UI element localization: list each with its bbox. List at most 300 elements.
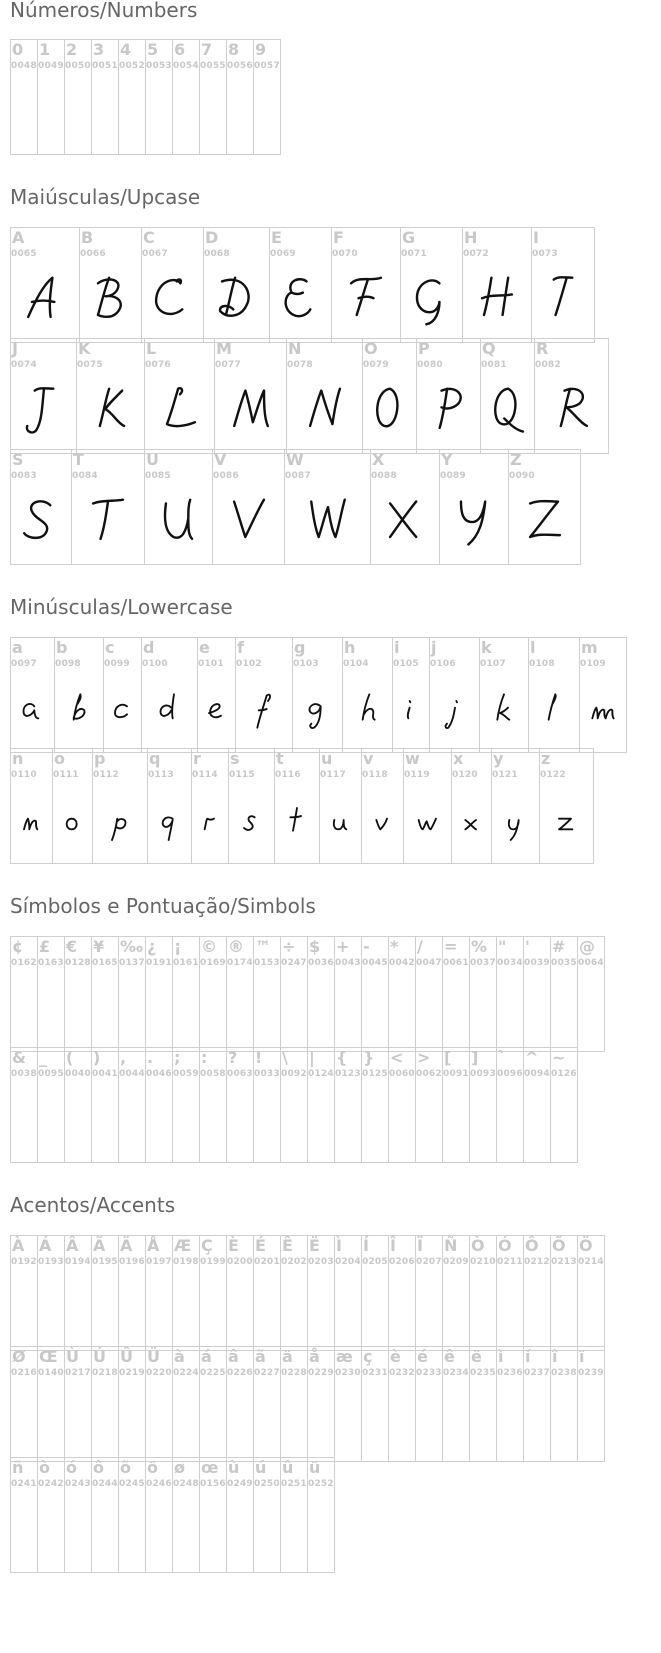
- glyph-char-label: í: [525, 1347, 531, 1366]
- glyph-char-label: Â: [66, 1236, 79, 1255]
- glyph-code-label: 0107: [480, 659, 506, 669]
- glyph-char-label: _: [39, 1048, 47, 1067]
- glyph-cell: [204, 227, 270, 343]
- glyph-char-label: ö: [147, 1458, 158, 1477]
- script-glyph-icon: [538, 691, 570, 731]
- glyph-cell: [65, 1457, 92, 1573]
- glyph-cell: [281, 936, 308, 1052]
- glyph-char-label: ©: [201, 937, 217, 956]
- glyph-code-label: 0068: [204, 249, 230, 259]
- glyph-char-label: N: [288, 339, 302, 358]
- glyph-preview: [55, 670, 103, 752]
- glyph-cell: [308, 1457, 335, 1573]
- glyph-code-label: 0040: [65, 1069, 91, 1079]
- glyph-cell: [65, 39, 92, 155]
- glyph-row: [10, 1346, 605, 1462]
- glyph-cell: [404, 748, 452, 864]
- glyph-char-label: ¢: [12, 937, 24, 956]
- glyph-char-label: %: [471, 937, 488, 956]
- glyph-code-label: 0074: [11, 360, 37, 370]
- glyph-preview: [480, 670, 528, 752]
- glyph-code-label: 0051: [92, 61, 118, 71]
- glyph-preview: [11, 260, 79, 342]
- glyph-code-label: 0071: [401, 249, 427, 259]
- glyph-preview: [11, 670, 54, 752]
- glyph-preview: [198, 670, 235, 752]
- glyph-cell: [524, 1235, 551, 1351]
- glyph-cell: [146, 936, 173, 1052]
- script-glyph-icon: [281, 802, 313, 842]
- script-glyph-icon: [57, 802, 89, 842]
- glyph-cell: [578, 1235, 605, 1351]
- glyph-code-label: 0197: [146, 1257, 172, 1267]
- glyph-char-label: À: [12, 1236, 25, 1255]
- glyph-char-label: V: [214, 450, 227, 469]
- glyph-cell: [119, 1047, 146, 1163]
- glyph-cell: [443, 1346, 470, 1462]
- glyph-preview: [404, 781, 451, 863]
- glyph-preview: [93, 781, 147, 863]
- glyph-cell: [38, 1346, 65, 1462]
- glyph-code-label: 0210: [470, 1257, 496, 1267]
- script-glyph-icon: [412, 802, 444, 842]
- glyph-code-label: 0115: [229, 770, 255, 780]
- script-glyph-icon: [201, 691, 233, 731]
- glyph-preview: [529, 670, 579, 752]
- script-glyph-icon: [278, 274, 324, 328]
- glyph-code-label: 0099: [104, 659, 130, 669]
- script-glyph-icon: [150, 274, 196, 328]
- glyph-char-label: Ç: [201, 1236, 213, 1255]
- glyph-code-label: 0227: [254, 1368, 280, 1378]
- glyph-char-label: 0: [12, 40, 24, 59]
- glyph-preview: [293, 670, 342, 752]
- glyph-code-label: 0105: [393, 659, 419, 669]
- glyph-cell: [535, 338, 609, 454]
- glyph-char-label: 4: [120, 40, 132, 59]
- glyph-char-label: !: [255, 1048, 263, 1067]
- glyph-code-label: 0077: [215, 360, 241, 370]
- glyph-char-label: ê: [444, 1347, 455, 1366]
- glyph-code-label: 0126: [551, 1069, 577, 1079]
- glyph-char-label: ™: [255, 937, 271, 956]
- script-glyph-icon: [540, 274, 586, 328]
- script-glyph-icon: [248, 691, 280, 731]
- script-glyph-icon: [236, 802, 268, 842]
- glyph-char-label: t: [276, 749, 284, 768]
- glyph-code-label: 0109: [580, 659, 606, 669]
- glyph-code-label: 0205: [362, 1257, 388, 1267]
- glyph-code-label: 0232: [389, 1368, 415, 1378]
- glyph-char-label: ø: [174, 1458, 185, 1477]
- glyph-code-label: 0202: [281, 1257, 307, 1267]
- glyph-cell: [254, 1346, 281, 1462]
- glyph-code-label: 0076: [145, 360, 171, 370]
- glyph-cell: [540, 748, 594, 864]
- glyph-code-label: 0114: [192, 770, 218, 780]
- glyph-char-label: ?: [228, 1048, 238, 1067]
- glyph-cell: [229, 748, 275, 864]
- glyph-code-label: 0048: [11, 61, 37, 71]
- script-glyph-icon: [485, 385, 531, 439]
- glyph-char-label: y: [493, 749, 504, 768]
- glyph-code-label: 0044: [119, 1069, 145, 1079]
- glyph-preview: [343, 670, 392, 752]
- glyph-char-label: 6: [174, 40, 186, 59]
- glyph-cell: [11, 1457, 38, 1573]
- glyph-cell: [335, 936, 362, 1052]
- glyph-cell: [332, 227, 401, 343]
- glyph-char-label: l: [530, 638, 536, 657]
- glyph-cell: [198, 637, 236, 753]
- glyph-char-label: J: [12, 339, 18, 358]
- glyph-code-label: 0245: [119, 1479, 145, 1489]
- glyph-code-label: 0124: [308, 1069, 334, 1079]
- glyph-code-label: 0229: [308, 1368, 334, 1378]
- glyph-preview: [320, 781, 361, 863]
- glyph-code-label: 0088: [371, 471, 397, 481]
- glyph-char-label: œ: [201, 1458, 219, 1477]
- glyph-preview: [481, 371, 534, 453]
- glyph-code-label: 0209: [443, 1257, 469, 1267]
- glyph-cell: [254, 1457, 281, 1573]
- glyph-code-label: 0042: [389, 958, 415, 968]
- glyph-preview: [11, 482, 71, 564]
- glyph-char-label: 5: [147, 40, 159, 59]
- glyph-char-label: T: [73, 450, 84, 469]
- glyph-code-label: 0056: [227, 61, 253, 71]
- glyph-char-label: z: [541, 749, 551, 768]
- script-glyph-icon: [551, 802, 583, 842]
- glyph-code-label: 0137: [119, 958, 145, 968]
- glyph-code-label: 0241: [11, 1479, 37, 1489]
- glyph-cell: [200, 1235, 227, 1351]
- script-glyph-icon: [18, 496, 64, 550]
- glyph-row: [10, 1047, 578, 1163]
- glyph-row: [10, 1457, 335, 1573]
- glyph-code-label: 0039: [524, 958, 550, 968]
- script-glyph-icon: [451, 496, 497, 550]
- glyph-cell: [173, 1457, 200, 1573]
- glyph-cell: [173, 1346, 200, 1462]
- glyph-cell: [142, 227, 204, 343]
- glyph-cell: [11, 338, 77, 454]
- glyph-cell: [11, 39, 38, 155]
- glyph-char-label: û: [282, 1458, 294, 1477]
- glyph-cell: [119, 936, 146, 1052]
- glyph-char-label: W: [286, 450, 304, 469]
- glyph-cell: [463, 227, 532, 343]
- glyph-char-label: :: [201, 1048, 208, 1067]
- glyph-cell: [401, 227, 463, 343]
- glyph-char-label: Ü: [147, 1347, 160, 1366]
- glyph-cell: [93, 748, 148, 864]
- glyph-preview: [417, 371, 480, 453]
- script-glyph-icon: [426, 385, 472, 439]
- glyph-cell: [92, 1457, 119, 1573]
- glyph-code-label: 0123: [335, 1069, 361, 1079]
- glyph-cell: [65, 936, 92, 1052]
- glyph-cell: [417, 338, 481, 454]
- glyph-cell: [38, 936, 65, 1052]
- glyph-preview: [142, 670, 197, 752]
- glyph-code-label: 0251: [281, 1479, 307, 1489]
- glyph-cell: [470, 1047, 497, 1163]
- glyph-cell: [148, 748, 192, 864]
- glyph-char-label: G: [402, 228, 416, 247]
- glyph-preview: [192, 781, 228, 863]
- glyph-cell: [343, 637, 393, 753]
- script-glyph-icon: [352, 691, 384, 731]
- glyph-cell: [173, 1235, 200, 1351]
- glyph-cell: [497, 1346, 524, 1462]
- glyph-preview: [401, 260, 462, 342]
- glyph-cell: [173, 936, 200, 1052]
- glyph-code-label: 0041: [92, 1069, 118, 1079]
- glyph-cell: [362, 748, 404, 864]
- glyph-code-label: 0034: [497, 958, 523, 968]
- glyph-cell: [389, 936, 416, 1052]
- glyph-code-label: 0046: [146, 1069, 172, 1079]
- glyph-char-label: -: [363, 937, 370, 956]
- glyph-char-label: i: [394, 638, 400, 657]
- glyph-row: [10, 227, 595, 343]
- script-glyph-icon: [17, 691, 49, 731]
- glyph-cell: [470, 1346, 497, 1462]
- glyph-code-label: 0054: [173, 61, 199, 71]
- glyph-char-label: ¿: [147, 937, 157, 956]
- glyph-char-label: #: [552, 937, 566, 956]
- glyph-char-label: B: [81, 228, 94, 247]
- glyph-code-label: 0101: [198, 659, 224, 669]
- glyph-code-label: 0213: [551, 1257, 577, 1267]
- script-glyph-icon: [302, 691, 334, 731]
- glyph-cell: [578, 936, 605, 1052]
- script-glyph-icon: [549, 385, 595, 439]
- glyph-cell: [362, 1047, 389, 1163]
- glyph-code-label: 0174: [227, 958, 253, 968]
- glyph-char-label: Û: [120, 1347, 133, 1366]
- glyph-row: [10, 936, 605, 1052]
- glyph-preview: [363, 371, 416, 453]
- glyph-char-label: a: [12, 638, 23, 657]
- glyph-char-label: \: [282, 1048, 288, 1067]
- glyph-code-label: 0199: [200, 1257, 226, 1267]
- glyph-char-label: s: [230, 749, 240, 768]
- glyph-code-label: 0243: [65, 1479, 91, 1489]
- glyph-cell: [551, 1047, 578, 1163]
- glyph-char-label: h: [344, 638, 356, 657]
- glyph-char-label: m: [581, 638, 598, 657]
- glyph-cell: [92, 1346, 119, 1462]
- glyph-cell: [146, 1346, 173, 1462]
- glyph-cell: [145, 449, 213, 565]
- glyph-char-label: ': [525, 937, 530, 956]
- glyph-cell: [270, 227, 332, 343]
- glyph-cell: [281, 1346, 308, 1462]
- glyph-char-label: C: [143, 228, 155, 247]
- glyph-code-label: 0235: [470, 1368, 496, 1378]
- glyph-cell: [430, 637, 480, 753]
- glyph-code-label: 0069: [270, 249, 296, 259]
- glyph-char-label: Ú: [93, 1347, 106, 1366]
- glyph-cell: [92, 39, 119, 155]
- glyph-code-label: 0247: [281, 958, 307, 968]
- glyph-char-label: ¥: [93, 937, 105, 956]
- glyph-char-label: (: [66, 1048, 74, 1067]
- glyph-cell: [80, 227, 142, 343]
- glyph-cell: [362, 1346, 389, 1462]
- glyph-preview: [535, 371, 608, 453]
- glyph-char-label: +: [336, 937, 350, 956]
- glyph-preview: [540, 781, 593, 863]
- glyph-code-label: 0192: [11, 1257, 37, 1267]
- glyph-char-label: [: [444, 1048, 452, 1067]
- script-glyph-icon: [302, 385, 348, 439]
- glyph-code-label: 0153: [254, 958, 280, 968]
- glyph-cell: [53, 748, 93, 864]
- glyph-code-label: 0108: [529, 659, 555, 669]
- glyph-cell: [11, 637, 55, 753]
- glyph-char-label: >: [417, 1048, 431, 1067]
- glyph-cell: [497, 936, 524, 1052]
- glyph-char-label: Ä: [120, 1236, 133, 1255]
- glyph-cell: [119, 1346, 146, 1462]
- glyph-code-label: 0075: [77, 360, 103, 370]
- glyph-char-label: K: [78, 339, 91, 358]
- script-glyph-icon: [395, 691, 427, 731]
- glyph-code-label: 0102: [236, 659, 262, 669]
- script-glyph-icon: [85, 496, 131, 550]
- glyph-char-label: d: [143, 638, 155, 657]
- glyph-char-label: Ù: [66, 1347, 79, 1366]
- glyph-cell: [146, 39, 173, 155]
- glyph-code-label: 0110: [11, 770, 37, 780]
- glyph-cell: [11, 748, 53, 864]
- glyph-code-label: 0117: [320, 770, 346, 780]
- glyph-cell: [11, 936, 38, 1052]
- glyph-cell: [551, 1346, 578, 1462]
- glyph-preview: [287, 371, 362, 453]
- glyph-cell: [281, 1047, 308, 1163]
- glyph-cell: [11, 227, 80, 343]
- glyph-cell: [227, 1235, 254, 1351]
- glyph-char-label: L: [146, 339, 157, 358]
- glyph-cell: [393, 637, 430, 753]
- glyph-char-label: Œ: [39, 1347, 58, 1366]
- script-glyph-icon: [488, 691, 520, 731]
- glyph-cell: [524, 1047, 551, 1163]
- script-glyph-icon: [587, 691, 619, 731]
- glyph-char-label: v: [363, 749, 374, 768]
- script-glyph-icon: [325, 802, 357, 842]
- glyph-cell: [371, 449, 440, 565]
- glyph-code-label: 0086: [213, 471, 239, 481]
- glyph-cell: [55, 637, 104, 753]
- glyph-row: [10, 637, 627, 753]
- glyph-code-label: 0083: [11, 471, 37, 481]
- glyph-code-label: 0052: [119, 61, 145, 71]
- glyph-char-label: ì: [498, 1347, 504, 1366]
- glyph-char-label: u: [321, 749, 333, 768]
- glyph-code-label: 0038: [11, 1069, 37, 1079]
- glyph-code-label: 0087: [285, 471, 311, 481]
- glyph-preview: [145, 482, 212, 564]
- glyph-cell: [200, 39, 227, 155]
- glyph-cell: [416, 936, 443, 1052]
- glyph-code-label: 0084: [72, 471, 98, 481]
- glyph-code-label: 0207: [416, 1257, 442, 1267]
- glyph-char-label: Ó: [498, 1236, 512, 1255]
- glyph-char-label: ä: [282, 1347, 293, 1366]
- glyph-preview: [104, 670, 141, 752]
- glyph-char-label: Ö: [579, 1236, 593, 1255]
- glyph-char-label: Î: [390, 1236, 396, 1255]
- script-glyph-icon: [439, 691, 471, 731]
- glyph-cell: [480, 637, 529, 753]
- glyph-code-label: 0047: [416, 958, 442, 968]
- glyph-char-label: ¡: [174, 937, 182, 956]
- glyph-cell: [236, 637, 293, 753]
- section-title-upcase: Maiúsculas/Upcase: [10, 185, 201, 209]
- glyph-code-label: 0094: [524, 1069, 550, 1079]
- glyph-char-label: &: [12, 1048, 26, 1067]
- glyph-code-label: 0119: [404, 770, 430, 780]
- glyph-cell: [227, 936, 254, 1052]
- glyph-cell: [293, 637, 343, 753]
- glyph-cell: [470, 936, 497, 1052]
- glyph-code-label: 0219: [119, 1368, 145, 1378]
- section-title-lowercase: Minúsculas/Lowercase: [10, 595, 233, 619]
- glyph-code-label: 0201: [254, 1257, 280, 1267]
- glyph-cell: [362, 1235, 389, 1351]
- glyph-char-label: õ: [120, 1458, 131, 1477]
- glyph-char-label: b: [56, 638, 68, 657]
- glyph-code-label: 0085: [145, 471, 171, 481]
- glyph-cell: [213, 449, 285, 565]
- glyph-preview: [213, 482, 284, 564]
- glyph-code-label: 0244: [92, 1479, 118, 1489]
- glyph-char-label: Å: [147, 1236, 160, 1255]
- glyph-char-label: j: [431, 638, 437, 657]
- glyph-code-label: 0098: [55, 659, 81, 669]
- glyph-char-label: q: [149, 749, 161, 768]
- glyph-char-label: f: [237, 638, 244, 657]
- glyph-preview: [229, 781, 274, 863]
- glyph-code-label: 0128: [65, 958, 91, 968]
- glyph-cell: [308, 1346, 335, 1462]
- glyph-char-label: `: [498, 1048, 506, 1067]
- glyph-code-label: 0072: [463, 249, 489, 259]
- glyph-cell: [335, 1047, 362, 1163]
- glyph-cell: [287, 338, 363, 454]
- glyph-row: [10, 1235, 605, 1351]
- glyph-code-label: 0058: [200, 1069, 226, 1079]
- glyph-code-label: 0195: [92, 1257, 118, 1267]
- glyph-row: [10, 449, 581, 565]
- glyph-char-label: ^: [525, 1048, 539, 1067]
- glyph-code-label: 0049: [38, 61, 64, 71]
- glyph-cell: [200, 1457, 227, 1573]
- glyph-char-label: H: [464, 228, 478, 247]
- glyph-code-label: 0057: [254, 61, 280, 71]
- glyph-char-label: Á: [39, 1236, 52, 1255]
- glyph-code-label: 0066: [80, 249, 106, 259]
- glyph-char-label: ç: [363, 1347, 373, 1366]
- glyph-code-label: 0225: [200, 1368, 226, 1378]
- script-glyph-icon: [214, 274, 260, 328]
- glyph-code-label: 0091: [443, 1069, 469, 1079]
